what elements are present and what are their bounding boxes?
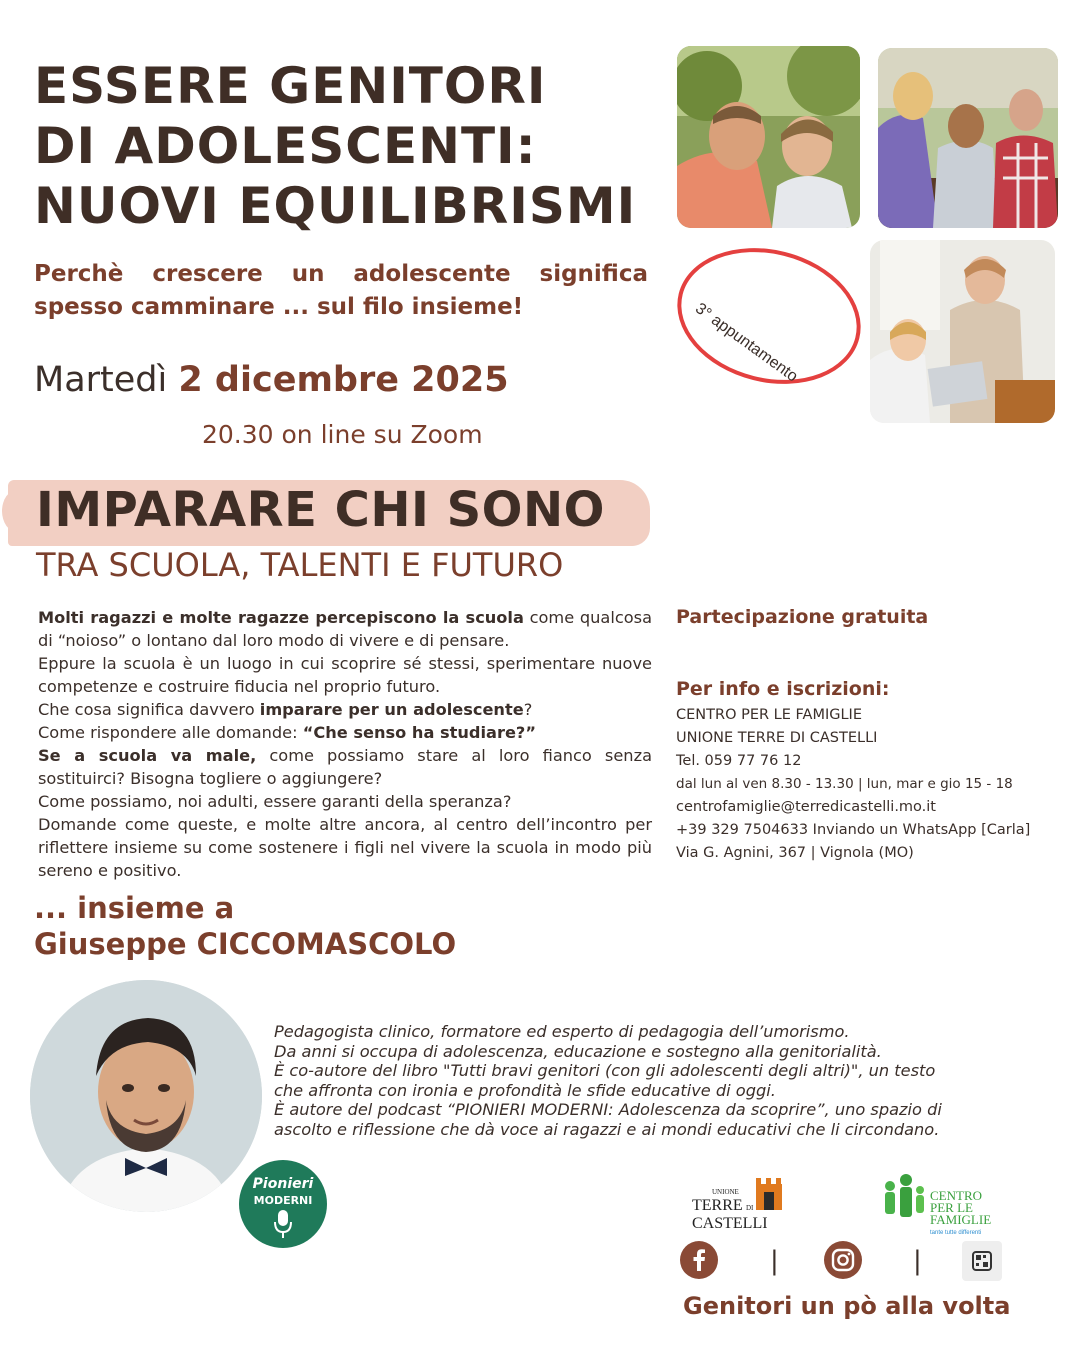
p4-pre: Come rispondere alle domande: xyxy=(38,723,303,742)
p6: Come possiamo, noi adulti, essere garanti della speranza? xyxy=(38,792,512,811)
info-title: Per info e iscrizioni: xyxy=(676,678,890,700)
bio-line-2: Da anni si occupa di adolescenza, educazione e sostegno alla genitorialità. xyxy=(274,1041,882,1061)
contact-line-2: UNIONE TERRE DI CASTELLI xyxy=(676,730,878,746)
bio-line-6: ascolto e riflessione che dà voce ai ragazzi e ai mondi educativi che li circondano. xyxy=(274,1119,940,1139)
centro-logo-line2: PER LE xyxy=(930,1200,973,1215)
centro-per-le-famiglie-logo xyxy=(878,1172,1008,1238)
title-line-1: ESSERE GENITORI xyxy=(34,57,547,115)
terre-logo-di: DI xyxy=(746,1204,754,1212)
podcast-logo-line1: Pionieri xyxy=(252,1176,314,1192)
qr-code-icon[interactable] xyxy=(962,1241,1002,1281)
appointment-stamp-text: 3° appuntamento xyxy=(692,300,801,386)
contact-phone: Tel. 059 77 76 12 xyxy=(676,753,802,769)
speaker-name: Giuseppe CICCOMASCOLO xyxy=(34,927,457,961)
contact-email[interactable]: centrofamiglie@terredicastelli.mo.it xyxy=(676,799,936,815)
contact-line-1: CENTRO PER LE FAMIGLIE xyxy=(676,707,862,723)
speaker-heading xyxy=(34,890,456,962)
topic-subheadline: TRA SCUOLA, TALENTI E FUTURO xyxy=(36,546,564,584)
microphone-icon xyxy=(273,1210,293,1240)
terre-logo-main2: CASTELLI xyxy=(692,1215,768,1232)
p3-post: ? xyxy=(523,700,533,719)
centro-logo-tag: tante tutte differenti xyxy=(930,1230,982,1236)
p1-rest: come qualcosa di “noioso” o lontano dal loro modo di vivere e di pensare. xyxy=(38,608,652,650)
contact-whatsapp[interactable]: +39 329 7504633 Inviando un WhatsApp [Carla] xyxy=(676,822,1031,838)
info-panel xyxy=(676,606,1066,865)
bio-line-4: che affronta con ironia e profondità le sfide educative di oggi. xyxy=(274,1080,776,1100)
speaker-bio xyxy=(274,1022,1034,1139)
title-line-3: NUOVI EQUILIBRISMI xyxy=(34,177,637,235)
event-time: 20.30 on line su Zoom xyxy=(202,420,483,449)
topic-headline: IMPARARE CHI SONO xyxy=(36,482,605,538)
participation-note: Partecipazione gratuita xyxy=(676,606,929,628)
terre-logo-main1: TERRE xyxy=(692,1197,743,1214)
date-value: 2 dicembre 2025 xyxy=(178,360,509,400)
podcast-logo-line2: MODERNI xyxy=(253,1194,313,1207)
contact-address: Via G. Agnini, 367 | Vignola (MO) xyxy=(676,845,914,861)
p4-bold: “Che senso ha studiare?” xyxy=(302,723,536,742)
bio-line-3: È co-autore del libro "Tutti bravi genitori (con gli adolescenti degli altri)", un testo xyxy=(274,1061,936,1080)
photo-father-son xyxy=(677,46,860,228)
social-separator-1: | xyxy=(770,1246,779,1276)
speaker-portrait xyxy=(30,980,262,1212)
facebook-icon[interactable] xyxy=(680,1241,718,1279)
event-title xyxy=(34,56,674,236)
speaker-intro: ... insieme a xyxy=(34,891,235,925)
terre-logo-small: UNIONE xyxy=(712,1188,739,1196)
p2: Eppure la scuola è un luogo in cui scoprire sé stessi, sperimentare nuove competenze e costruire fiducia nel proprio futuro. xyxy=(38,654,652,696)
bio-line-1: Pedagogista clinico, formatore ed esperto di pedagogia dell’umorismo. xyxy=(274,1022,850,1041)
description xyxy=(38,606,652,882)
photo-family-bench xyxy=(878,48,1058,228)
centro-logo-line3: FAMIGLIE xyxy=(930,1212,992,1227)
contact-details xyxy=(676,704,1066,865)
bio-line-5: È autore del podcast “PIONIERI MODERNI: Adolescenza da scoprire”, uno spazio di xyxy=(274,1100,942,1119)
p1-bold: Molti ragazzi e molte ragazze percepiscono la scuola xyxy=(38,608,524,627)
title-line-2: DI ADOLESCENTI: xyxy=(34,117,537,175)
footer-tagline: Genitori un pò alla volta xyxy=(683,1292,1011,1320)
p7: Domande come queste, e molte altre ancora, al centro dell’incontro per riflettere insieme su come sostenere i figli nel vivere la scuola in modo più sereno e positivo. xyxy=(38,815,652,880)
p5-rest: come possiamo stare al loro fianco senza sostituirci? Bisogna togliere o aggiungere? xyxy=(38,746,652,788)
contact-hours: dal lun al ven 8.30 - 13.30 | lun, mar e gio 15 - 18 xyxy=(676,776,1013,792)
social-separator-2: | xyxy=(913,1246,922,1276)
podcast-logo xyxy=(239,1160,327,1248)
p5-bold: Se a scuola va male, xyxy=(38,746,257,765)
photo-mother-daughter-laptop xyxy=(870,240,1055,423)
centro-logo-line1: CENTRO xyxy=(930,1188,982,1203)
instagram-icon[interactable] xyxy=(824,1241,862,1279)
event-date xyxy=(34,360,509,400)
p3-bold: imparare per un adolescente xyxy=(259,700,524,719)
event-subtitle: Perchè crescere un adolescente significa spesso camminare ... sul filo insieme! xyxy=(34,261,648,320)
date-prefix: Martedì xyxy=(34,360,168,400)
terre-di-castelli-logo xyxy=(690,1178,790,1234)
p3-pre: Che cosa significa davvero xyxy=(38,700,260,719)
